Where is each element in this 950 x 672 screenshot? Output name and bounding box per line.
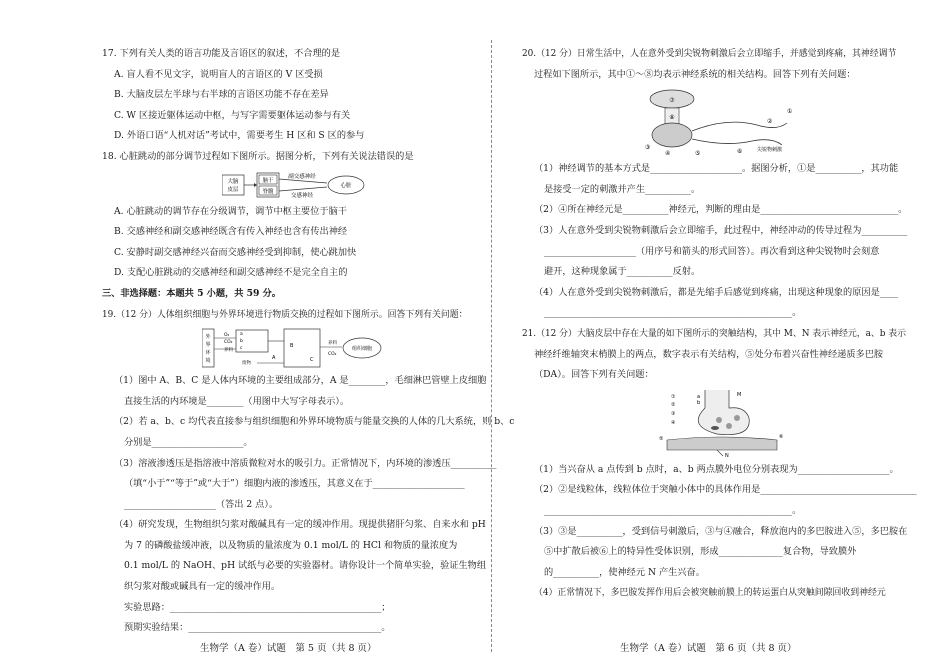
label-5: ⑤ <box>695 150 701 158</box>
synapse-diagram <box>657 388 787 458</box>
label-1: ① <box>787 108 793 116</box>
q21-2-line2: ______________________________________________________。 <box>544 504 802 516</box>
label-a: a <box>240 332 243 338</box>
q20-stem-2: 过程如下图所示，其中①～⑧均表示神经系统的相关结构。回答下列有关问题： <box>534 68 856 80</box>
q20-4-line2: ______________________________________________________。 <box>544 307 802 319</box>
q19-4-line1: （4）研究发现，生物组织匀浆对酸碱具有一定的缓冲作用。现提供猪肝匀浆、自来水和 pH <box>114 519 486 531</box>
q17-stem: 17. 下列有关人类的语言功能及言语区的叙述，不合理的是 <box>102 48 341 59</box>
q19-stem: 19.（12 分）人体组织细胞与外界环境进行物质交换的过程如下图所示。回答下列有关问题： <box>102 309 468 320</box>
label-C: C <box>310 357 314 364</box>
left-column <box>102 44 515 639</box>
q21-stem-3: （DA）。回答下列有关问题： <box>534 369 654 381</box>
label-b21: b <box>697 399 701 406</box>
q18-option-b: B. 交感神经和副交感神经既含有传入神经也含有传出神经 <box>114 226 348 238</box>
heart-regulation-diagram <box>222 170 382 200</box>
label-M: M <box>737 391 742 398</box>
q19-3-line1: （3）溶液渗透压是指溶液中溶质微粒对水的吸引力。正常情况下，内环境的渗透压__________ <box>114 457 497 469</box>
parasympathetic-label: 副交感神经 <box>288 173 316 180</box>
q18-option-a: A. 心脏跳动的调节存在分级调节，调节中枢主要位于脑干 <box>114 205 347 217</box>
cortex-label-2: 皮层 <box>227 186 239 193</box>
reflex-arc-diagram <box>637 87 807 157</box>
label-21-2: ② <box>671 401 676 408</box>
sympathetic-label: 交感神经 <box>290 192 314 199</box>
label-21-4: ④ <box>671 419 676 426</box>
label-N: N <box>725 452 729 458</box>
cell-label: 组织细胞 <box>351 346 373 353</box>
q20-4-line1: （4）人在意外受到尖锐物刺激后，都是先缩手后感觉到疼痛，出现这种现象的原因是____ <box>534 286 899 298</box>
q19-4-line3: 0.1 mol/L 的 NaOH、pH 试纸与必要的实验器材。请你设计一个简单实验，验证生物组 <box>124 560 487 572</box>
q19-2-line2: 分别是____________________。 <box>124 436 253 448</box>
material-exchange-diagram <box>202 327 382 369</box>
spinal-cord-label: 脊髓 <box>262 188 274 195</box>
q19-3-line3: ____________________（答出 2 点）。 <box>124 498 279 510</box>
q18-stem: 18. 心脏跳动的部分调节过程如下图所示。据图分析，下列有关说法错误的是 <box>102 150 414 162</box>
q19-1-line2: 直接生活的内环境是________（用图中大写字母表示）。 <box>124 395 350 407</box>
label-21-1: ① <box>671 393 676 400</box>
cortex-label-1: 大脑 <box>227 178 239 185</box>
label-2: ② <box>767 118 773 126</box>
q21-stem-1: 21.（12 分）大脑皮层中存在大量的如下图所示的突触结构，其中 M、N 表示神经元，a、b 表示 <box>522 328 907 339</box>
q19-4-line4: 织匀浆对酸或碱具有一定的缓冲作用。 <box>124 581 281 593</box>
q19-4-line2: 为 7 的磷酸盐缓冲液，以及物质的量浓度为 0.1 mol/L 的 HCl 和物质的量浓度为 <box>124 539 458 551</box>
q19-1-line1: （1）图中 A、B、C 是人体内环境的主要组成部分，A 是________，毛细淋巴管壁上皮细胞 <box>114 375 487 387</box>
env-char-3: 环 <box>205 350 211 357</box>
q19-figure <box>202 327 382 369</box>
waste-label: 废物 <box>242 361 251 367</box>
env-char-1: 外 <box>205 334 211 341</box>
brainstem-label: 脑干 <box>262 177 274 184</box>
q19-4-design: 实验思路：______________________________________________； <box>124 601 391 613</box>
section-heading: 三、非选择题：本题共 5 小题，共 59 分。 <box>102 287 281 299</box>
q21-2-line1: （2）②是线粒体，线粒体位于突触小体中的具体作用是__________________________________ <box>534 484 917 496</box>
nutrient-label: 养料 <box>224 348 233 354</box>
q17-option-b: B. 大脑皮层左半球与右半球的言语区功能不存在差异 <box>114 89 329 101</box>
q20-3-line1: （3）人在意外受到尖锐物刺激后会立即缩手，此过程中，神经冲动的传导过程为__________ <box>534 224 908 236</box>
label-4: ④ <box>665 150 671 158</box>
o2-label: O₂ <box>224 333 230 339</box>
label-21-5: ⑤ <box>659 435 664 442</box>
q20-figure <box>637 87 807 157</box>
q21-3-line3: 的__________，使神经元 N 产生兴奋。 <box>544 566 705 578</box>
co2-label: CO₂ <box>224 340 233 346</box>
q18-option-d: D. 支配心脏跳动的交感神经和副交感神经不是完全自主的 <box>114 267 348 279</box>
label-7: ⑦ <box>669 97 675 105</box>
q21-stem-2: 神经纤维轴突末梢膜上的两点，数字表示有关结构，⑤处分布着兴奋性神经递质多巴胺 <box>534 348 884 360</box>
label-c: c <box>240 346 243 352</box>
q21-figure <box>657 388 787 458</box>
q19-3-line2: （填“小于”“等于”或“大于”）细胞内液的渗透压，其意义在于____________________ <box>124 478 465 490</box>
label-b: b <box>240 339 243 345</box>
stimulus-label: 尖锐物刺激 <box>757 147 783 154</box>
label-a21: a <box>697 393 701 400</box>
q19-4-result: 预期实验结果：__________________________________________。 <box>124 622 391 634</box>
q20-1-line1: （1）神经调节的基本方式是____________________。据图分析，①是__________，其功能 <box>534 163 899 175</box>
q18-figure <box>222 170 382 200</box>
q21-3-line2: ⑤中扩散后被⑥上的特异性受体识别，形成______________复合物，导致膜外 <box>544 546 857 558</box>
q20-stem-1: 20.（12 分）日常生活中，人在意外受到尖锐物刺激后会立即缩手，并感觉到疼痛，其神经调节 <box>522 49 897 59</box>
q20-2: （2）④所在神经元是__________神经元，判断的理由是______________________________。 <box>534 204 908 216</box>
label-6: ⑥ <box>737 148 743 156</box>
label-21-3: ③ <box>671 410 676 417</box>
env-char-4: 境 <box>205 358 211 365</box>
co2b-label: CO₂ <box>328 352 337 358</box>
q21-3-line1: （3）③是__________，受到信号刺激后，③与④融合，释放泡内的多巴胺进入⑤，多巴胺在 <box>534 525 908 537</box>
q17-option-a: A. 盲人看不见文字，说明盲人的言语区的 V 区受损 <box>114 68 323 80</box>
env-char-2: 界 <box>205 342 211 349</box>
q21-1: （1）当兴奋从 a 点传到 b 点时，a、b 两点膜外电位分别表现为____________________。 <box>534 463 899 475</box>
footer-left: 生物学（A 卷）试题 第 5 页（共 8 页） <box>200 643 377 654</box>
q17-option-c: C. W 区接近躯体运动中枢，与写字需要躯体运动参与有关 <box>114 109 351 121</box>
label-A: A <box>272 355 276 362</box>
q18-option-c: C. 安静时副交感神经兴奋而交感神经受到抑制，使心跳加快 <box>114 246 357 258</box>
q20-3-line2: ____________________（用序号和箭头的形式回答）。再次看到这种尖锐物时会刻意 <box>544 245 880 257</box>
q21-4-line1: （4）正常情况下，多巴胺发挥作用后会被突触前膜上的转运蛋白从突触间隙回收到神经元 <box>534 588 886 599</box>
right-column <box>522 44 922 604</box>
heart-label: 心脏 <box>340 182 352 189</box>
q19-2-line1: （2）若 a、b、c 均代表直接参与组织细胞和外界环境物质与能量交换的人体的几大系统，则 b、c <box>114 416 515 428</box>
q20-1-line2: 是接受一定的刺激并产生__________。 <box>544 183 701 195</box>
q17-option-d: D. 外语口语“人机对话”考试中，需要考生 H 区和 S 区的参与 <box>114 130 365 142</box>
footer-right: 生物学（A 卷）试题 第 6 页（共 8 页） <box>620 643 797 654</box>
nutrient2-label: 养料 <box>328 341 337 347</box>
label-8: ⑧ <box>669 114 675 122</box>
label-21-6: ⑥ <box>779 433 784 440</box>
label-B: B <box>290 343 294 350</box>
q20-3-line3: 避开，这种现象属于__________反射。 <box>544 266 701 278</box>
label-3: ③ <box>645 144 651 152</box>
